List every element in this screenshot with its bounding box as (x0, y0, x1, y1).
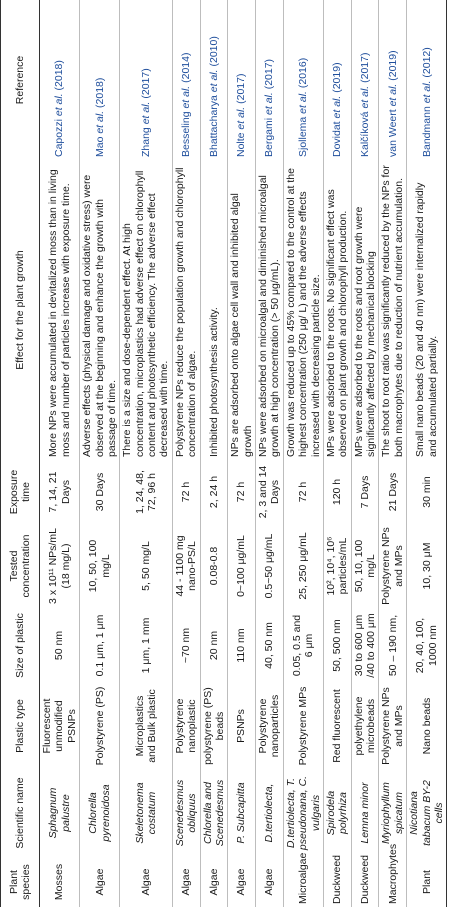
cell-concentration: 10, 50, 100 mg/L (87, 539, 112, 593)
cell-exposure: 72 h (179, 481, 192, 503)
cell-effect: Polystyrene NPs reduce the population growth and chlorophyll concentration of algae. (173, 167, 199, 457)
table-row (80, 0, 120, 907)
cell-plastic-type: Polystyrene MPs (297, 686, 310, 766)
header-reference: Reference (1, 0, 40, 160)
ref-etal: et al. (358, 85, 371, 109)
cell-plastic-type: Nano beads (420, 697, 433, 755)
table-row (40, 0, 80, 907)
reference-link[interactable] (172, 0, 200, 160)
cell-scientific-name: Lemna minor (358, 782, 371, 844)
ref-year: (2014) (179, 52, 192, 86)
cell-exposure: 1, 24, 48, 72, 96 h (133, 470, 158, 514)
cell-effect: MPs were adsorbed to the roots and root growth were significantly affected by mechanical blocking (352, 206, 377, 457)
reference-link[interactable] (228, 0, 256, 160)
cell-scientific-name: Sphagnum palustre (47, 787, 72, 839)
table-row (256, 0, 284, 907)
cell-concentration: 50, 10, 100 mg/L (352, 539, 377, 593)
cell-effect: The shoot to root ratio was significantly reduced by the NPs for both macrophytes due to reduction of nutrient accumulation. (380, 165, 405, 457)
cell-concentration: 10, 30 μM (420, 542, 433, 590)
table-header-row (1, 0, 40, 907)
cell-effect: MPs were adsorbed to the roots. No significant effect was observed on plant growth and chlorophyll production. (324, 189, 350, 457)
ref-etal: et al. (139, 101, 152, 125)
table-row (172, 0, 200, 907)
table-row (379, 0, 407, 907)
cell-exposure: 72 h (297, 481, 310, 503)
ref-year: (2012) (420, 47, 433, 81)
reference-link[interactable] (40, 0, 80, 160)
ref-year: (2017) (139, 68, 152, 102)
ref-authors: Nolte (235, 129, 248, 157)
table-row (120, 0, 173, 907)
cell-scientific-name: Skeletonema costatum (133, 782, 158, 844)
reference-link[interactable] (80, 0, 120, 160)
cell-scientific-name: Nicotiana tabacum BY-2 cells (408, 780, 445, 846)
cell-exposure: 7 Days (358, 475, 371, 509)
ref-etal: et al. (420, 80, 433, 104)
cell-plastic-type: Polystyrene NPs and MPs (380, 687, 405, 765)
header-plant-species: Plant species (1, 857, 40, 907)
cell-species: Algae (93, 868, 106, 896)
cell-species: Duckweed (331, 854, 344, 904)
ref-etal: et al. (53, 93, 66, 117)
ref-year: (2016) (297, 57, 310, 92)
cell-concentration: 10², 10⁴, 10⁶ particles/mL (324, 536, 350, 596)
cell-scientific-name: Myriophyllum spicatum (380, 782, 405, 844)
reference-link[interactable] (283, 0, 323, 160)
ref-year: (2017) (235, 73, 248, 107)
ref-etal: et al. (331, 95, 344, 119)
ref-etal: et al. (297, 91, 310, 114)
table-row (351, 0, 379, 907)
cell-plastic-type: Polystyrene nanoplastic (173, 698, 199, 754)
cell-size: 50 nm (53, 630, 66, 661)
cell-plastic-type: Microplastics and Bulk plastic (133, 689, 158, 763)
reference-link[interactable] (351, 0, 379, 160)
ref-authors: Kalčíková (358, 108, 371, 157)
header-scientific-name: Scientific name (1, 769, 40, 857)
cell-plastic-type: Polystyrene nanoparticles (257, 694, 282, 758)
ref-authors: Dovidat (331, 118, 344, 157)
ref-authors: Zhang (139, 124, 152, 157)
ref-year: (2018) (93, 77, 106, 111)
cell-species: Macrophytes (386, 843, 399, 904)
reference-link[interactable] (256, 0, 284, 160)
ref-year: (2010) (207, 36, 220, 70)
cell-species: Duckweed (358, 854, 371, 904)
cell-effect: There is a size and dose-dependent effect. At high concentration, microplastics had adverse effect on chlorophyll content and photosynthetic efficiency. The adverse effect decreased with time. (121, 170, 171, 457)
cell-species: Algae (207, 868, 220, 896)
ref-year: (2018) (53, 60, 66, 94)
header-plastic-type: Plastic type (1, 683, 40, 769)
table-row (283, 0, 323, 907)
header-effect: Effect for the plant growth (1, 160, 40, 460)
cell-scientific-name: P. Subcapitta (235, 782, 248, 844)
cell-concentration: 25, 250 μg/mL (297, 532, 310, 600)
ref-authors: Sjollema (297, 113, 310, 157)
table-row (323, 0, 351, 907)
cell-size: 0.05, 0.5 and 6 μm (290, 614, 316, 677)
cell-effect: Adverse effects (physical damage and oxidative stress) were observed at the beginning and enhance the growth with passage of time. (81, 174, 118, 457)
cell-species: Plant (420, 870, 433, 894)
cell-effect: NPs were adsorbed on microalgal and diminished microalgal growth at high concentration (> 50 μg/mL). (257, 175, 282, 457)
cell-concentration: 3 x 10¹¹ NPs/mL (18 mg/L) (47, 528, 72, 604)
cell-species: Microalgae (297, 852, 310, 904)
ref-year: (2017) (263, 58, 276, 93)
cell-plastic-type: polyethylene microbeads (352, 696, 377, 756)
ref-authors: Bergami (263, 114, 276, 157)
cell-plastic-type: polystyrene (PS) beads (201, 687, 226, 765)
cell-concentration: 44 - 1100 mg nano-PS/L (173, 535, 199, 597)
ref-year: (2017) (358, 52, 371, 86)
reference-link[interactable] (323, 0, 351, 160)
cell-effect: Growth was reduced up to 45% compared to the control at the highest concentration (250 μg/ L) and the adverse effects increased with decreasing particle size. (284, 168, 322, 457)
cell-plastic-type: PSNPs (235, 709, 248, 743)
cell-exposure: 21 Days (386, 472, 399, 512)
cell-scientific-name: Chlorella and Scenedesmus (201, 779, 226, 847)
cell-exposure: 30 Days (93, 472, 106, 512)
cell-species: Algae (179, 868, 192, 896)
cell-size: ~70 nm (179, 627, 192, 664)
ref-etal: et al. (386, 83, 399, 107)
ref-etal: et al. (93, 110, 106, 134)
cell-scientific-name: D.tertiolecta, (263, 783, 276, 843)
cell-effect: Inhibited photosynthesis activity. (207, 307, 220, 457)
cell-plastic-type: Red fluorescent (331, 689, 344, 763)
cell-size: 30 to 600 μm /40 to 400 μm (352, 613, 377, 678)
cell-exposure: 7, 14, 21 Days (47, 471, 72, 513)
cell-scientific-name: Spirodela polyrhiza (324, 790, 350, 836)
table-row (407, 0, 447, 907)
cell-size: 40, 50 nm (263, 622, 276, 669)
cell-size: 20 nm (207, 630, 220, 661)
cell-scientific-name: Chlorella pyrenoidosa (87, 784, 112, 842)
ref-year: (2019) (386, 50, 399, 84)
cell-size: 0.1 μm, 1 μm (93, 614, 106, 677)
header-concentration: Tested concentration (1, 524, 40, 608)
cell-exposure: 120 h (331, 478, 344, 506)
cell-concentration: 0~100 μg/mL (235, 535, 248, 597)
header-size: Size of plastic (1, 608, 40, 683)
ref-etal: et al. (235, 106, 248, 130)
ref-authors: Besseling (179, 108, 192, 157)
cell-concentration: 0.08-0.8 (207, 546, 220, 586)
reference-link[interactable] (407, 0, 447, 160)
cell-exposure: 30 min (420, 476, 433, 508)
reference-link[interactable] (379, 0, 407, 160)
ref-authors: Bandmann (420, 103, 433, 157)
cell-exposure: 2, 24 h (207, 475, 220, 509)
cell-plastic-type: Fluorescent unmodified PSNPs (41, 698, 78, 754)
cell-size: 50 – 190 nm, (386, 614, 399, 677)
header-exposure-time: Exposure time (1, 460, 40, 524)
reference-link[interactable] (200, 0, 228, 160)
cell-size: 110 nm (235, 628, 248, 663)
cell-concentration: Polystyrene NPs and MPs (380, 527, 405, 605)
cell-size: 50, 500 nm (331, 619, 344, 672)
table-row (200, 0, 228, 907)
ref-authors: van Weert (386, 106, 399, 157)
ref-etal: et al. (179, 85, 192, 109)
cell-size: 1 μm, 1 mm (139, 617, 152, 674)
cell-exposure: 2, 3 and 14 Days (257, 465, 282, 519)
ref-authors: Capozzi (53, 116, 66, 157)
cell-species: Algae (263, 868, 276, 896)
cell-plastic-type: Polystyrene (PS) (93, 686, 106, 766)
ref-etal: et al. (263, 92, 276, 115)
cell-species: Algae (235, 868, 248, 896)
cell-exposure: 72 h (235, 481, 248, 503)
reference-link[interactable] (120, 0, 173, 160)
cell-scientific-name: Scenedesmus obliquus (173, 779, 199, 847)
table-row (228, 0, 256, 907)
cell-concentration: 5, 50 mg/L (139, 541, 152, 591)
cell-size: 20, 40, 100, 1000 nm (414, 617, 439, 674)
cell-scientific-name: D.tertiolecta, T. pseudonana, C. vulgaris (284, 775, 322, 851)
ref-authors: Mao (93, 133, 106, 157)
cell-effect: NPs are adsorbed onto algae cell wall and inhibited algal growth (229, 193, 254, 457)
cell-concentration: 0.5~50 μg/mL (263, 533, 276, 599)
ref-etal: et al. (207, 69, 220, 93)
ref-authors: Bhattacharya (207, 92, 220, 157)
cell-effect: More NPs were accumulated in devitalized moss than in living moss and number of particles increase with exposure time. (47, 169, 72, 457)
ref-year: (2019) (331, 62, 344, 96)
cell-effect: Small nano beads (20 and 40 nm) were internalized rapidly and accumulated partially. (414, 182, 439, 457)
cell-species: Algae (139, 868, 152, 896)
cell-species: Mosses (53, 863, 66, 901)
